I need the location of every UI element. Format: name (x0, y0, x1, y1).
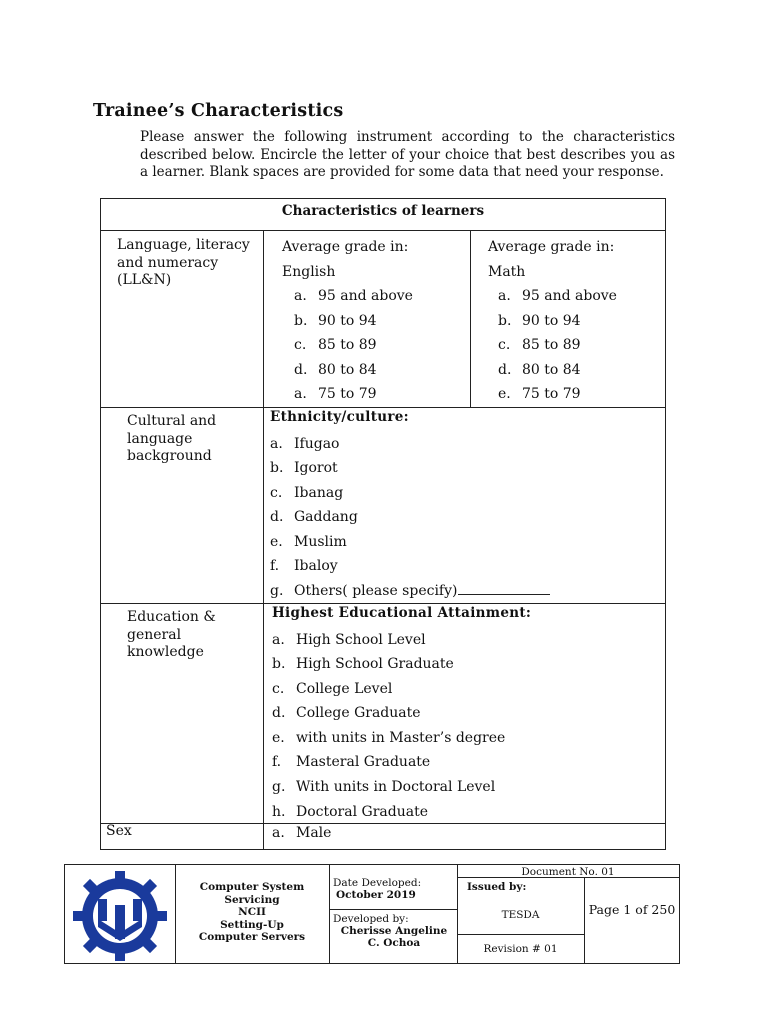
ethnicity-option[interactable]: a. Ifugao (270, 435, 340, 452)
education-option[interactable]: b. High School Graduate (272, 656, 454, 673)
row-divider (101, 230, 665, 231)
ethnicity-group (270, 407, 660, 604)
education-options (272, 628, 662, 825)
culture-label: Cultural and language background (127, 413, 217, 464)
revision-number: Revision # 01 (483, 943, 558, 955)
developer-name: Cherisse Angeline C. Ochoa (340, 925, 448, 949)
english-grade-group (282, 235, 462, 407)
education-option[interactable]: h. Doctoral Graduate (272, 803, 428, 820)
characteristics-table (100, 198, 666, 850)
english-option[interactable]: a. 75 to 79 (294, 386, 377, 403)
issued-by-label: Issued by: (467, 881, 527, 893)
column-divider (263, 230, 264, 850)
math-option[interactable]: c. 85 to 89 (498, 337, 581, 354)
ethnicity-options (270, 432, 660, 604)
math-subject: Math (488, 263, 526, 280)
english-heading: Average grade in: (282, 239, 409, 255)
lln-label: Language, literacy and numeracy (LL&N) (117, 237, 250, 288)
math-options (498, 284, 663, 407)
sex-options (272, 821, 662, 846)
english-option[interactable]: c. 85 to 89 (294, 337, 377, 354)
instructions-paragraph: Please answer the following instrument according to the characteristics described below. Encircle the letter of your choice that best describes you as a learner. Blank spaces are provided for some data that need your response. (140, 129, 675, 180)
document-number: Document No. 01 (521, 866, 615, 878)
math-option[interactable]: b. 90 to 94 (498, 312, 581, 329)
education-option[interactable]: e. with units in Master’s degree (272, 729, 506, 746)
ethnicity-option[interactable]: f. Ibaloy (270, 558, 338, 575)
education-option[interactable]: f. Masteral Graduate (272, 754, 431, 771)
ethnicity-option[interactable]: d. Gaddang (270, 509, 358, 526)
english-subject: English (282, 263, 336, 280)
sex-group (272, 821, 662, 846)
education-label: Education & general knowledge (127, 609, 216, 660)
education-option[interactable]: d. College Graduate (272, 705, 421, 722)
section-title: Trainee’s Characteristics (93, 101, 344, 121)
math-option[interactable]: d. 80 to 84 (498, 361, 581, 378)
date-developed-label: Date Developed: (333, 877, 422, 889)
table-header: Characteristics of learners (281, 203, 485, 219)
document-footer (64, 864, 680, 964)
education-group (272, 603, 662, 824)
education-option[interactable]: g. With units in Doctoral Level (272, 779, 496, 796)
sex-label: Sex (106, 823, 132, 839)
math-grade-group (488, 235, 663, 407)
math-option[interactable]: e. 75 to 79 (498, 386, 581, 403)
education-option[interactable]: c. College Level (272, 680, 393, 697)
course-title: Computer System Servicing NCII Setting-Up Computer Servers (198, 881, 306, 943)
sex-option[interactable]: a. Male (272, 825, 332, 841)
education-option[interactable]: a. High School Level (272, 631, 426, 648)
developed-by-label: Developed by: (333, 913, 409, 925)
education-heading: Highest Educational Attainment: (272, 605, 532, 621)
page-number: Page 1 of 250 (588, 902, 676, 917)
tesda-logo-icon (67, 869, 173, 961)
date-developed-value: October 2019 (336, 889, 416, 901)
english-options (294, 284, 462, 407)
column-divider (470, 230, 471, 407)
specify-blank[interactable] (458, 581, 550, 595)
issuer-name: TESDA (501, 909, 540, 921)
ethnicity-option[interactable]: c. Ibanag (270, 484, 344, 501)
ethnicity-heading: Ethnicity/culture: (270, 409, 409, 425)
ethnicity-option-others[interactable]: g. Others( please specify) (270, 579, 660, 604)
english-option[interactable]: a. 95 and above (294, 288, 413, 304)
math-heading: Average grade in: (488, 239, 615, 255)
ethnicity-option[interactable]: e. Muslim (270, 533, 347, 550)
math-option[interactable]: a. 95 and above (498, 288, 617, 304)
english-option[interactable]: d. 80 to 84 (294, 361, 377, 378)
ethnicity-option[interactable]: b. Igorot (270, 460, 338, 477)
english-option[interactable]: b. 90 to 94 (294, 312, 377, 329)
